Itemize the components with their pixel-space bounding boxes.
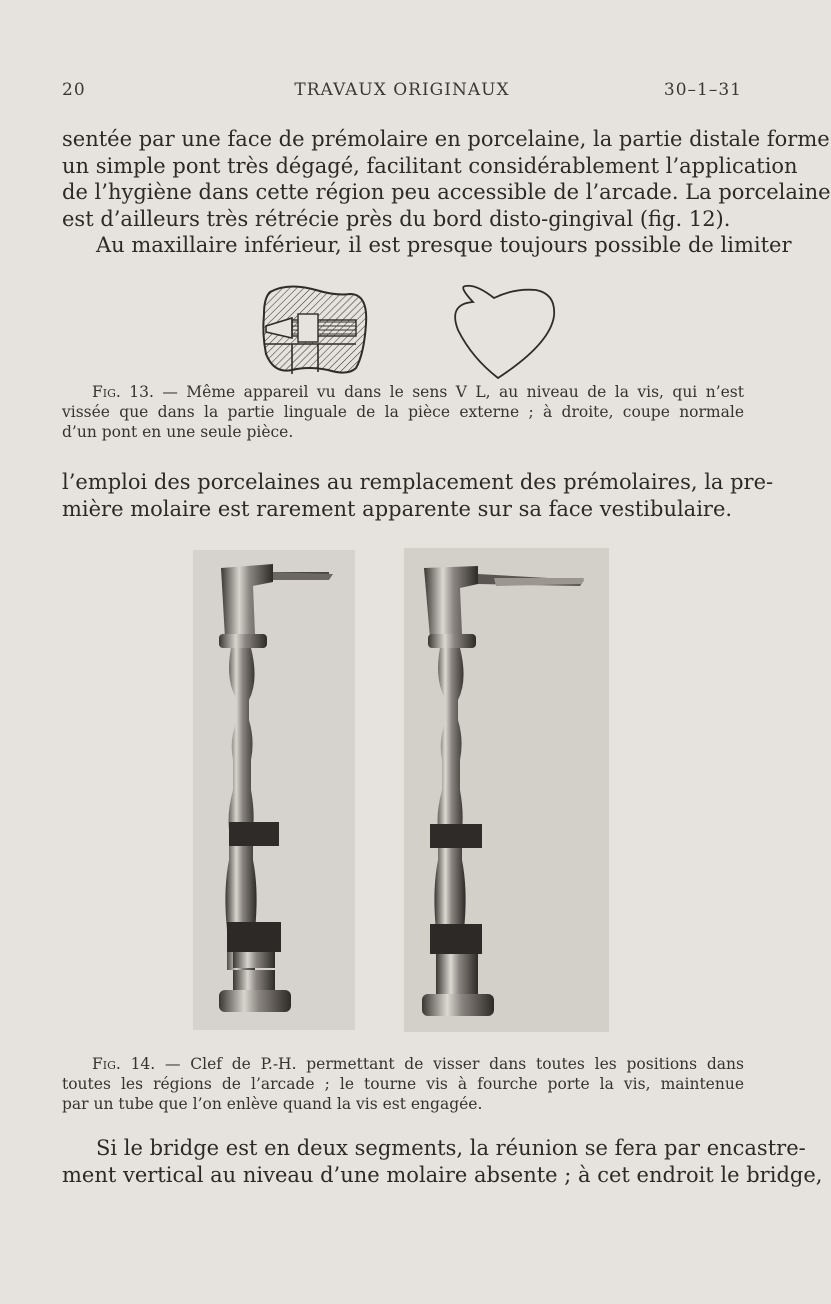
paragraph-4: [62, 1135, 823, 1188]
text-line: l’emploi des porcelaines au remplacement des prémolaires, la pre-: [62, 470, 774, 494]
page-number: 20: [62, 80, 86, 100]
crown-section-with-screw: [263, 286, 366, 374]
figure-13-caption: [62, 382, 744, 442]
figure-14-photo-left: [193, 550, 355, 1030]
caption-line: d’un pont en une seule pièce.: [62, 423, 294, 441]
caption-line: par un tube que l’on enlève quand la vis est engagée.: [62, 1095, 483, 1113]
caption-line: vissée que dans la partie linguale de la pièce externe ; à droite, coupe normale: [62, 403, 744, 421]
running-head: [62, 80, 742, 104]
running-title: TRAVAUX ORIGINAUX: [294, 80, 510, 100]
caption-line: — Clef de P.-H. permettant de visser dans toutes les positions dans: [165, 1055, 744, 1073]
text-line: Si le bridge est en deux segments, la réunion se fera par encastre-: [96, 1136, 806, 1160]
text-line: Au maxillaire inférieur, il est presque toujours possible de limiter: [96, 233, 792, 257]
single-piece-bridge-section: [455, 286, 554, 378]
figure-13-drawing: [258, 284, 558, 380]
text-line: ment vertical au niveau d’une molaire absente ; à cet endroit le bridge,: [62, 1162, 823, 1187]
figure-14-label: Fig. 14.: [92, 1055, 156, 1073]
issue-date: 30–1–31: [663, 80, 742, 100]
text-line: mière molaire est rarement apparente sur sa face vestibulaire.: [62, 496, 733, 521]
paragraph-2: [62, 232, 792, 259]
text-line: de l’hygiène dans cette région peu accessible de l’arcade. La porcelaine: [62, 180, 831, 204]
paragraph-3: [62, 469, 774, 522]
text-line: est d’ailleurs très rétrécie près du bord disto-gingival (fig. 12).: [62, 206, 731, 231]
caption-line: toutes les régions de l’arcade ; le tourne vis à fourche porte la vis, maintenue: [62, 1075, 744, 1093]
caption-line: — Même appareil vu dans le sens V L, au niveau de la vis, qui n’est: [162, 383, 744, 401]
figure-13-label: Fig. 13.: [92, 383, 154, 401]
figure-14-photo-right: [404, 548, 609, 1032]
figure-14-caption: [62, 1054, 744, 1114]
text-line: un simple pont très dégagé, facilitant considérablement l’application: [62, 153, 798, 178]
paragraph-1: [62, 126, 831, 232]
text-line: sentée par une face de prémolaire en porcelaine, la partie distale forme: [62, 127, 830, 151]
